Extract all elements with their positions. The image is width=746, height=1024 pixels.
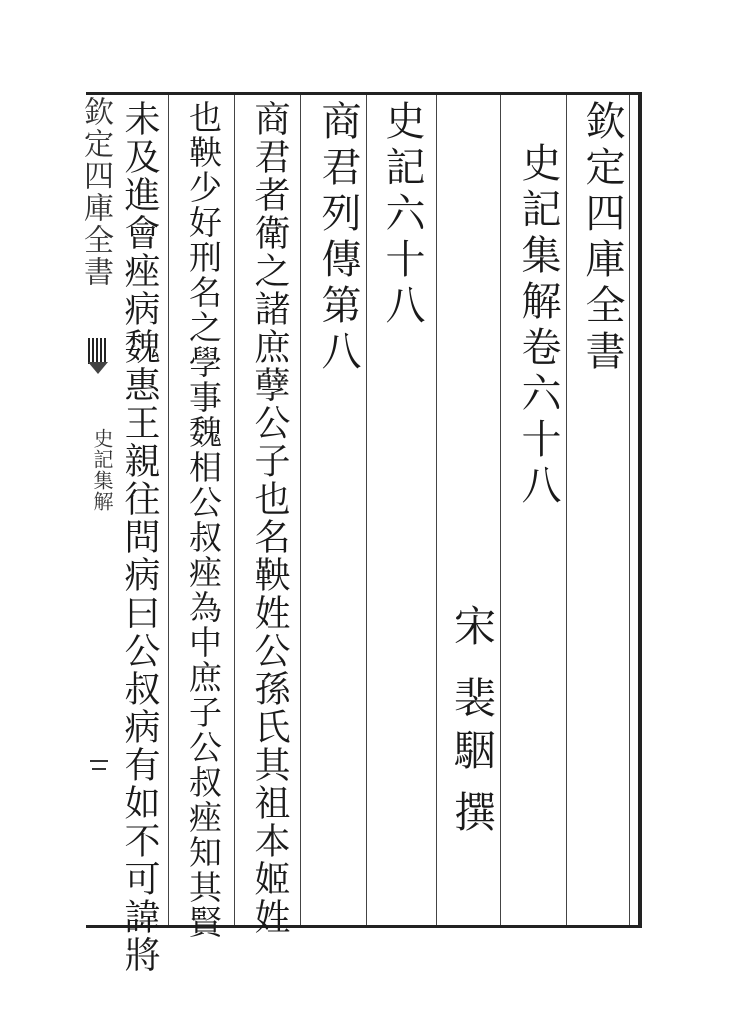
margin-subtitle: 史記集解 xyxy=(90,428,114,512)
column-rule xyxy=(366,95,367,925)
column-rule xyxy=(500,95,501,925)
fishtail-tip xyxy=(88,362,108,374)
column-rule xyxy=(300,95,301,925)
fishtail-mark xyxy=(88,338,108,364)
text-column-3-verb: 撰 xyxy=(448,790,497,838)
text-column-7: 也鞅少好刑名之學事魏相公叔痤為中庶子公叔痤知其賢 xyxy=(184,100,223,940)
margin-title: 欽定四庫全書 xyxy=(78,96,113,288)
column-rule xyxy=(566,95,567,925)
text-column-3-dynasty: 宋 xyxy=(448,604,497,652)
text-column-5: 商君列傳第八 xyxy=(315,100,361,376)
text-column-1: 欽定四庫全書 xyxy=(579,100,625,376)
text-column-4: 史記六十八 xyxy=(379,100,425,330)
column-rule xyxy=(168,95,169,925)
column-rule xyxy=(436,95,437,925)
folio-mark xyxy=(90,760,108,762)
folio-mark xyxy=(92,768,106,770)
frame-inner-rule xyxy=(629,95,630,925)
text-column-2: 史記集解卷六十八 xyxy=(515,142,561,510)
column-rule xyxy=(234,95,235,925)
text-column-8: 未及進會痤病魏惠王親往問病曰公叔病有如不可諱將 xyxy=(119,100,160,974)
text-column-6: 商君者衛之諸庶孽公子也名鞅姓公孫氏其祖本姬姓 xyxy=(249,100,290,936)
text-column-3-author: 裴駰 xyxy=(448,676,497,780)
